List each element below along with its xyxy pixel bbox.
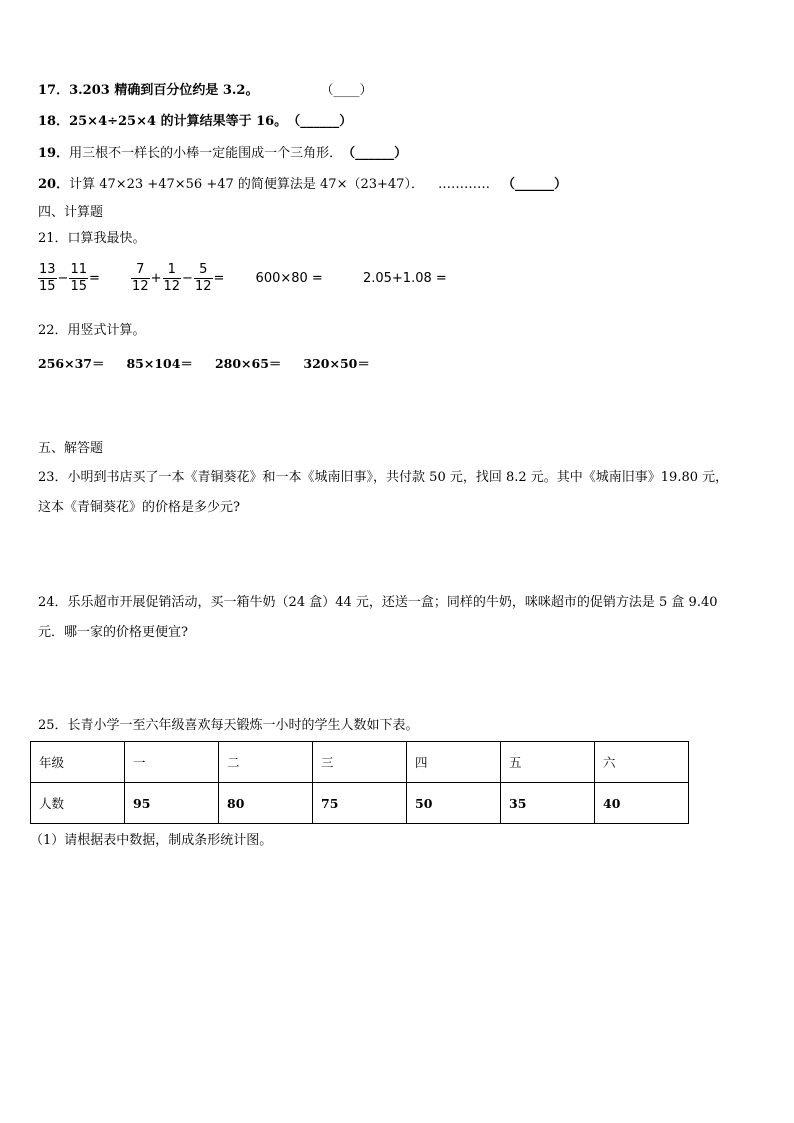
table-cell: 一: [125, 742, 219, 783]
table-row: [31, 742, 689, 783]
table-cell: 六: [595, 742, 689, 783]
denominator: 12: [163, 279, 181, 294]
question-text: 计算 47×23 +47×56 +47 的简便算法是 47×（23+47）．: [69, 177, 424, 192]
question-23-line-1: 23．小明到书店买了一本《青铜葵花》和一本《城南旧事》，共付款 50 元，找回 8.2 元。其中《城南旧事》19.80 元，: [38, 470, 729, 485]
numerator: 7: [136, 262, 145, 277]
section-5-heading: 五、解答题: [38, 441, 104, 456]
operator: −: [182, 271, 193, 286]
question-25-sub-1: （1）请根据表中数据，制成条形统计图。: [30, 833, 273, 848]
numerator: 5: [199, 262, 208, 277]
fraction: [38, 262, 57, 295]
answer-blank[interactable]: （______）: [342, 146, 408, 161]
denominator: 15: [39, 279, 56, 294]
table-cell: 四: [407, 742, 501, 783]
table-cell: 75: [313, 783, 407, 824]
calc-item: 320×50＝: [303, 356, 370, 371]
question-24-line-1: 24．乐乐超市开展促销活动，买一箱牛奶（24 盒）44 元，还送一盒；同样的牛奶，咪咪超市的促销方法是 5 盒 9.40: [38, 595, 718, 610]
table-cell: 年级: [31, 742, 125, 783]
question-number: 17．: [38, 83, 70, 98]
question-number: 18．: [38, 114, 70, 129]
fraction: [131, 262, 150, 295]
operator: +: [150, 271, 162, 286]
denominator: 12: [132, 279, 149, 294]
expression-3: 600×80 =: [255, 271, 323, 286]
fraction: [163, 262, 182, 295]
table-cell: 五: [501, 742, 595, 783]
table-cell: 50: [407, 783, 501, 824]
question-22-label: 22．用竖式计算。: [38, 323, 146, 338]
question-25-label: 25．长青小学一至六年级喜欢每天锻炼一小时的学生人数如下表。: [38, 718, 419, 733]
question-number: 19．: [38, 146, 70, 161]
table-cell: 二: [219, 742, 313, 783]
calc-item: 256×37＝: [38, 356, 105, 371]
calc-item: 280×65＝: [214, 356, 282, 371]
question-text: 3.203 精确到百分位约是 3.2。: [69, 83, 259, 98]
operator: −: [57, 271, 69, 286]
vertical-calc-row: [38, 354, 392, 372]
expression-1: [38, 262, 101, 295]
answer-blank[interactable]: （______）: [287, 114, 353, 129]
question-19: [38, 145, 407, 163]
denominator: 12: [194, 279, 212, 294]
table-cell: 人数: [31, 783, 125, 824]
question-text: 用三根不一样长的小棒一定能围成一个三角形．: [69, 146, 343, 161]
numerator: 13: [39, 262, 56, 277]
mental-math-row: [38, 262, 447, 306]
table-cell: 95: [125, 783, 219, 824]
table-cell: 80: [219, 783, 313, 824]
equals: =: [89, 271, 100, 286]
table-cell: 三: [313, 742, 407, 783]
dots: …………: [437, 177, 490, 192]
calc-item: 85×104＝: [126, 356, 193, 371]
section-4-heading: 四、计算题: [38, 205, 104, 220]
question-23-line-2: 这本《青铜葵花》的价格是多少元?: [38, 500, 240, 515]
answer-blank[interactable]: （______）: [501, 177, 567, 192]
fraction: [69, 262, 88, 295]
table-cell: 40: [595, 783, 689, 824]
expression-4: 2.05+1.08 =: [362, 271, 447, 286]
numerator: 11: [70, 262, 87, 277]
question-24-line-2: 元．哪一家的价格更便宜?: [38, 625, 188, 640]
data-table: [30, 741, 689, 824]
denominator: 15: [70, 279, 87, 294]
fraction: [194, 262, 213, 295]
expression-2: [131, 262, 225, 295]
equals: =: [213, 271, 225, 286]
question-21-label: 21．口算我最快。: [38, 231, 146, 246]
answer-blank[interactable]: （____）: [320, 83, 373, 98]
table-cell: 35: [501, 783, 595, 824]
question-20: [38, 176, 567, 194]
numerator: 1: [167, 262, 176, 277]
table-row: [31, 783, 689, 824]
question-text: 25×4÷25×4 的计算结果等于 16。: [69, 114, 288, 129]
question-18: [38, 113, 352, 131]
question-number: 20．: [38, 177, 70, 192]
question-17: [38, 82, 373, 100]
